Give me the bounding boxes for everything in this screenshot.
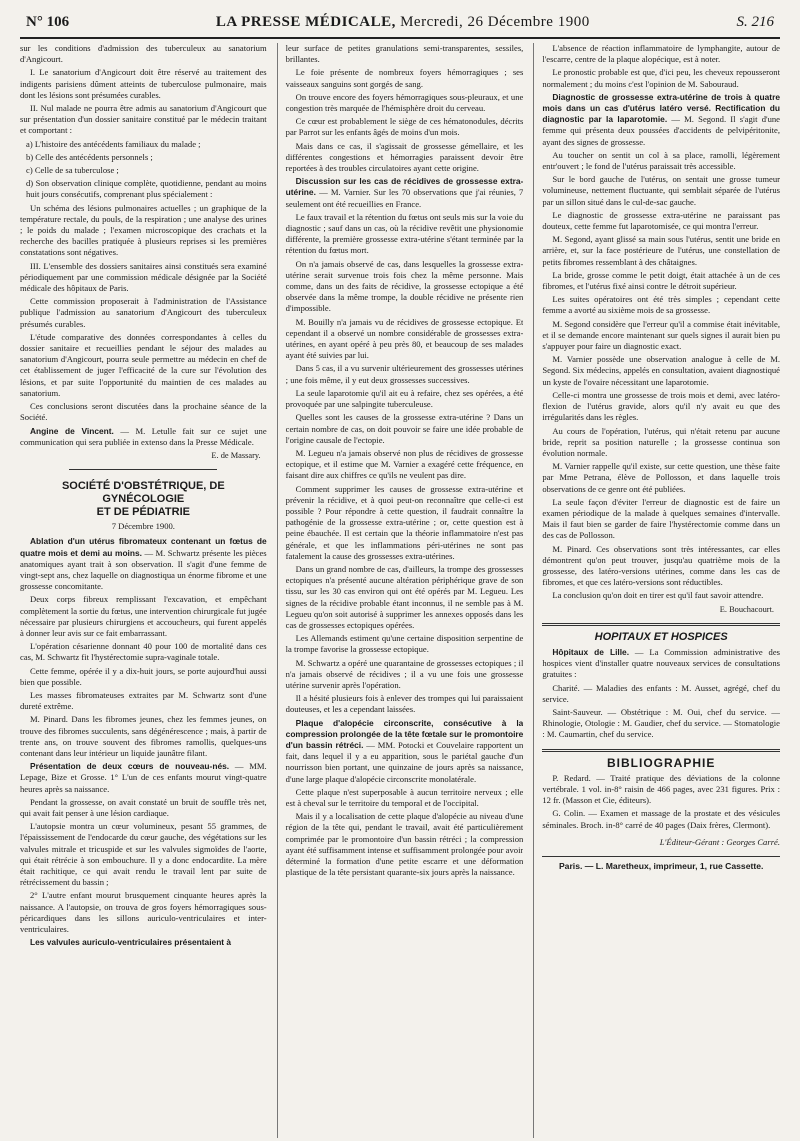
paragraph: G. Colin. — Examen et massage de la prostate et des vésicules séminales. Broch. in-8° carré de 40 pages (Daix frères, Clermont).	[542, 808, 780, 830]
paragraph: Dans 5 cas, il a vu survenir ultérieurement des grossesses utérines ; une fois même, il y eut deux grossesses successives.	[285, 363, 524, 385]
paragraph: I. Le sanatorium d'Angicourt doit être réservé au traitement des indigents parisiens dûment atteints de tuberculose pulmonaire, mais dont les lésions sont présumées curables.	[20, 67, 267, 100]
paragraph: Les valvules auriculo-ventriculaires présentaient à	[30, 937, 232, 948]
article-text: — M. Segond. Il s'agit d'une femme qui présenta deux poussées d'accidents de pelvipéritonite, ayant des signes de grossesse.	[542, 114, 780, 147]
paragraph: Il a hésité plusieurs fois à enlever des trompes qui lui paraissaient douteuses, et les a cependant laissées.	[285, 693, 524, 715]
journal-title	[216, 14, 590, 31]
paragraph: Celle-ci montra une grossesse de trois mois et demi, avec latéro-flexion de l'utérus gravide, alors qu'il n'y avait eu que des irrégularités dans les règles.	[542, 389, 780, 423]
paragraph: Ce cœur est probablement le siège de ces hématonodules, décrits par Parrot sur les enfants âgés de moins d'un mois.	[285, 116, 524, 138]
paragraph: P. Redard. — Traité pratique des déviations de la colonne vertébrale. 1 vol. in-8° raisin de 466 pages, avec 231 figures. Prix : 12 fr. (Masson et Cie, éditeurs).	[542, 772, 780, 806]
paragraph: Sur le bord gauche de l'utérus, on sentait une grosse tumeur volumineuse, nettement fluctuante, qui semblait séparée de l'utérus par un sillon situé dans le cul-de-sac gauche.	[542, 174, 780, 207]
paragraph: Les Allemands estiment qu'une certaine disposition serpentine de la trompe favorise la grossesse ectopique.	[285, 633, 524, 655]
paragraph: L'étude comparative des données correspondantes à celles du dossier sanitaire et recueillies pendant le séjour des malades au sanatorium d'Angicourt, pourra seule permettre au médecin en chef de cet établissement de juger l'efficacité de la cure sur l'évolution des lésions, et par suite l'opportunité du maintien de ces malades au sanatorium.	[20, 331, 267, 398]
paragraph: Un schéma des lésions pulmonaires actuelles ; un graphique de la température rectale, du pouls, de la respiration ; une analyse des urines ; le poids du malade ; l'examen microscopique des crachats et la recherche des bacilles pratiquée à plusieurs reprises si les premières constatations sont négatives.	[20, 202, 267, 258]
column-2	[277, 43, 524, 1138]
article-lead: Diagnostic de grossesse extra-utérine de trois à quatre mois dans un cas d'utérus latéro versé. Rectification du diagnostic par la laparotomie.	[542, 91, 780, 125]
paragraph: Deux corps fibreux remplissant l'excavation, et empêchant complètement la sortie du fœtus, une intervention chirurgicale fut jugée nécessaire par plusieurs chirurgiens et accoucheurs, qui furent appelés à donner leur avis sur ce fait embarrassant.	[20, 594, 267, 638]
paragraph: Au toucher on sentit un col à sa place, ramolli, légèrement entr'ouvert ; le fond de l'utérus paraissait très accessible.	[542, 149, 780, 172]
article-lead: Hôpitaux de Lille.	[552, 646, 630, 657]
paragraph: Le foie présente de nombreux foyers hémorragiques ; ses vaisseaux sanguins sont gorgés de sang.	[285, 67, 524, 89]
article-text: — M. Varnier. Sur les 70 observations que j'ai réunies, 7 seulement ont été recueillies en France.	[285, 187, 524, 209]
paragraph: On trouve encore des foyers hémorragiques sous-pleuraux, et une congestion très marquée de l'hémisphère droit du cerveau.	[285, 91, 524, 114]
section-separator	[69, 469, 217, 470]
paragraph: M. Segond considère que l'erreur qu'il a commise était inévitable, et il se demande encore maintenant sur quels signes il aurait bien pu s'appuyer pour faire un diagnostic exact.	[542, 318, 780, 352]
list-item: a) L'histoire des antécédents familiaux du malade ;	[26, 138, 201, 149]
paragraph	[20, 536, 267, 592]
paragraph: M. Schwartz a opéré une quarantaine de grossesses ectopiques ; il n'a jamais observé de récidives ; il a vu une fois une grossesse utérine survenir après l'opération.	[285, 657, 524, 690]
paragraph: M. Segond, ayant glissé sa main sous l'utérus, sentit une bride en arrière, et, sur la face postérieure de l'utérus, une constellation de petits fibromes ressemblant à des châtaignes.	[542, 234, 780, 267]
article-lead: Plaque d'alopécie circonscrite, consécutive à la compression prolongée de la tête fœtale sur le promontoire d'un bassin rétréci.	[285, 717, 524, 750]
paragraph: Pendant la grossesse, on avait constaté un bruit de souffle très net, qui avait fait penser à une lésion cardiaque.	[20, 796, 267, 818]
header-rule	[20, 37, 780, 39]
paragraph: M. Legueu n'a jamais observé non plus de récidives de grossesse ectopique, et il estime que M. Varnier a exagéré cette fréquence, en faisant dire aux chiffres ce qu'ils ne veulent pas dire.	[285, 447, 524, 481]
paragraph	[286, 176, 524, 210]
paragraph: M. Pinard. Dans les fibromes jeunes, chez les femmes jeunes, on trouve des fibromes succulents, sans dégénérescence ; mais, à partir de trente ans, on trouve souvent des fibromes ramollis, quelques-uns contenant dans leur intérieur un liquide jaunâtre filant.	[20, 714, 267, 758]
journal-name: LA PRESSE MÉDICALE,	[215, 14, 396, 30]
section-title	[20, 480, 267, 519]
paragraph	[542, 647, 780, 681]
section-date: 7 Décembre 1900.	[111, 521, 175, 532]
paragraph: Cette commission proposerait à l'administration de l'Assistance publique l'admission au sanatorium d'Angicourt des tuberculeux présumés curables.	[20, 296, 267, 329]
paragraph: Comment supprimer les causes de grossesse extra-utérine et prévenir la récidive, et à quoi peut-on reconnaître que celle-ci est possible ? Pour répondre à cette question, il faudrait connaître la pathogénie de la grossesse extra-utérine ; or, cette question est à peine ébauchée. Il est certain que la théorie inflammatoire n'est pas générale, et que les inflammations péri-utérines ne sont pas fatalement la cause des grossesses extra-utérines.	[285, 483, 524, 561]
paragraph: Charité. — Maladies des enfants : M. Ausset, agrégé, chef du service.	[542, 682, 780, 704]
paragraph: Les masses fibromateuses extraites par M. Schwartz sont d'une dureté extrême.	[20, 689, 267, 712]
section-title: HOPITAUX ET HOSPICES	[594, 630, 728, 643]
issue-date: Mercredi, 26 Décembre 1900	[400, 14, 590, 30]
paragraph: Les suites opératoires ont été très simples ; cependant cette femme a avorté au sixième mois de sa grossesse.	[542, 294, 780, 316]
paragraph: M. Varnier possède une observation analogue à celle de M. Segond. Six médecins, appelés en consultation, avaient diagnostiqué un kyste de l'ovaire nécessitant une laparotomie.	[542, 354, 780, 387]
article-lead: Ablation d'un utérus fibromateux contenant un fœtus de quatre mois et demi au moins.	[20, 536, 267, 558]
page-number: S. 216	[736, 14, 774, 30]
paragraph: L'autopsie montra un cœur volumineux, pesant 55 grammes, de l'épaississement de l'endocarde du cœur gauche, des végétations sur les valvules mitrale et tricuspide et sur les valvules sigmoïdes de l'aorte, qui était rétrécie à son embouchure. Il y a donc endocardite. La mère était rachitique, ce qui avait rendu le travail lent par suite de rétrécissement du bassin ;	[20, 821, 267, 888]
signature: E. Bouchacourt.	[719, 604, 774, 614]
paragraph: Cette femme, opérée il y a dix-huit jours, se porte aujourd'hui aussi bien que possible.	[20, 665, 267, 687]
paragraph: Quelles sont les causes de la grossesse extra-utérine ? Dans un certain nombre de cas, on doit pouvoir se faire une idée probable de l'origine causale de l'ectopie.	[285, 412, 524, 445]
paragraph: L'opération césarienne donnant 40 pour 100 de mortalité dans ces cas, M. Schwartz fit l'hystérectomie supra-vaginale totale.	[20, 641, 267, 663]
list-item: c) Celle de sa tuberculose ;	[26, 165, 119, 176]
paragraph: leur surface de petites granulations semi-transparentes, sessiles, brillantes.	[285, 43, 524, 65]
section-title-line: SOCIÉTÉ D'OBSTÉTRIQUE, DE GYNÉCOLOGIE	[61, 480, 225, 506]
article-text: — M. Letulle fait sur ce sujet une communication qui sera publiée in extenso dans la Presse Médicale.	[20, 425, 267, 447]
article-text: — MM. Potocki et Couvelaire rapportent un fait, dans lequel il y a eu apparition, sous le pariétal gauche d'un nourrisson bien portant, une quinzaine de jours après sa naissance, d'une large plaque d'alopécie circonscrite monolatérale.	[285, 739, 524, 784]
article-text: — La Commission administrative des hospices vient d'installer quatre nouveaux services de consultations gratuites :	[542, 646, 780, 680]
paragraph: La bride, grosse comme le petit doigt, était attachée à un de ces fibromes, et l'utérus fixé ainsi contre le détroit supérieur.	[542, 269, 780, 292]
text-columns	[20, 43, 780, 1138]
paragraph	[20, 426, 267, 448]
article-lead: Discussion sur les cas de récidives de grossesse extra-utérine.	[285, 176, 524, 198]
paragraph: Le pronostic probable est que, d'ici peu, les cheveux repousseront normalement ; du moins c'est l'opinion de M. Sabouraud.	[542, 67, 780, 89]
list-item: b) Celle des antécédents personnels ;	[26, 151, 153, 162]
paragraph: Mais il y a localisation de cette plaque d'alopécie au niveau d'une région de la tête qui, pendant le travail, avait été particulièrement comprimée par le promontoire d'un bassin rétréci ; la compression ayant été suffisamment intense et suffisamment prolongée pour avoir déterminé la formation d'une petite escarre et une déformation plastique de la tête persistant quarante-six jours après la naissance.	[285, 811, 524, 878]
paragraph: Mais dans ce cas, il s'agissait de grossesse gémellaire, et les différentes congestions et hémorragies paraissent devoir être reportées à des troubles circulatoires ayant cette origine.	[285, 140, 524, 174]
paragraph: M. Bouilly n'a jamais vu de récidives de grossesse ectopique. Et cependant il a observé un nombre considérable de grossesses extra-utérines, en ayant opéré à peu près 80, et beaucoup de ses malades ayant été suivies par lui.	[285, 316, 524, 361]
section-separator	[542, 749, 780, 752]
paragraph: L'absence de réaction inflammatoire de lymphangite, autour de l'escarre, centre de la plaque alopécique, est à noter.	[542, 43, 780, 65]
paragraph: Saint-Sauveur. — Obstétrique : M. Oui, chef du service. — Rhinologie, Otologie : M. Gaudier, chef du service. — Stomatologie : M. Caumartin, chef du service.	[542, 706, 780, 740]
paragraph	[20, 761, 267, 795]
paragraph: La conclusion qu'on doit en tirer est qu'il faut savoir attendre.	[552, 590, 764, 601]
list-item: d) Son observation clinique complète, quotidienne, pendant au moins huit jours consécutifs, comprenant plus spécialement :	[26, 178, 267, 200]
section-title-line: ET DE PÉDIATRIE	[96, 506, 190, 519]
paragraph: La seule façon d'éviter l'erreur de diagnostic est de faire un examen périodique de la malade à quelques semaines d'intervalle. Mais il faut bien se garder de faire l'hystérectomie comme dans un des cas de Pollosson.	[542, 496, 780, 541]
paragraph: M. Pinard. Ces observations sont très intéressantes, car elles démontrent qu'on peut trouver, jusqu'au quatrième mois de la grossesse, des latéro-versions utérines, comme dans les cas de fibromes, et que ces latéro-versions sont réductibles.	[542, 543, 780, 588]
paragraph: La seule laparotomie qu'il ait eu à refaire, chez ses opérées, a été provoquée par une salpingite tuberculeuse.	[285, 387, 524, 410]
section-separator	[542, 623, 780, 626]
issue-number: N° 106	[26, 14, 70, 30]
printer-line: Paris. — L. Maretheux, imprimeur, 1, rue Cassette.	[542, 856, 780, 872]
paragraph: III. L'ensemble des dossiers sanitaires ainsi constitués sera examiné périodiquement par une commission médicale désignée par la Société médicale des hôpitaux de Paris.	[20, 260, 267, 294]
paragraph: Au cours de l'opération, l'utérus, qui n'était retenu par aucune bride, reprit sa position naturelle ; la grossesse continua son évolution normale.	[542, 425, 780, 458]
paragraph: Ces conclusions seront discutées dans la prochaine séance de la Société.	[20, 401, 267, 423]
paragraph	[542, 92, 780, 148]
article-text: — MM. Lepage, Bize et Grosse. 1° L'un de ces enfants mourut vingt-quatre heures après sa naissance.	[20, 761, 267, 794]
paragraph: Le faux travail et la rétention du fœtus ont seuls mis sur la voie du diagnostic ; sauf dans un cas, où la récidive revêtit une physionomie différente, la première grossesse extra-utérine s'étant terminée par la rétention du fœtus mort.	[285, 211, 524, 256]
column-1	[20, 43, 267, 1138]
paragraph: Dans un grand nombre de cas, d'ailleurs, la trompe des grossesses ectopiques n'a présenté aucune altération périphérique grave de son tissu, sur les 30 cas environ qui ont été opérés par M. Legueu. Les signes de la récidive probable étant inconnus, il ne semble pas à M. Legueu qu'on soit autorisé à supprimer les annexes opposés dans les cas de grossesses ectopiques opérées.	[285, 563, 524, 630]
column-3	[533, 43, 780, 1138]
page-header	[20, 14, 780, 31]
paragraph: II. Nul malade ne pourra être admis au sanatorium d'Angicourt que sur présentation d'un dossier sanitaire constitué par le médecin traitant et comportant :	[20, 103, 267, 136]
section-title: BIBLIOGRAPHIE	[606, 755, 716, 770]
paragraph: Cette plaque n'est superposable à aucun territoire nerveux ; elle est à cheval sur le territoire du temporal et de l'occipital.	[285, 786, 524, 808]
paragraph: 2° L'autre enfant mourut brusquement cinquante heures après la naissance. A l'autopsie, on trouva de gros foyers hémorragiques sous-péricardiques dans les sillons auriculo-ventriculaires et inter-ventriculaires.	[20, 890, 267, 935]
paragraph	[286, 718, 524, 785]
editor-line: L'Éditeur-Gérant : Georges Carré.	[659, 836, 780, 847]
paragraph: sur les conditions d'admission des tuberculeux au sanatorium d'Angicourt.	[20, 43, 267, 65]
paragraph: On n'a jamais observé de cas, dans lesquelles la grossesse extra-utérine serait survenue trois fois chez la même personne. Mais comme, dans un des faits de récidive, la grossesse ectopique a été observée dans la même trompe, la double récidive ne présente rien d'impossible.	[285, 258, 524, 314]
article-text: — M. Schwartz présente les pièces anatomiques ayant trait à son observation. Il s'agit d'une femme de vingt-sept ans, chez laquelle on diagnostiqua un énorme fibrome et une grossesse concomitante.	[20, 547, 267, 592]
signature: E. de Massary.	[211, 450, 261, 460]
paragraph: Le diagnostic de grossesse extra-utérine ne paraissant pas douteux, cette femme fut laparotomisée, ce qui montra l'erreur.	[542, 209, 780, 232]
article-lead: Angine de Vincent.	[30, 425, 114, 436]
article-lead: Présentation de deux cœurs de nouveau-nés.	[30, 761, 230, 772]
paragraph: M. Varnier rappelle qu'il existe, sur cette question, une thèse faite par Mme Petrana, élève de Pollosson, et dans laquelle trois observations de ce genre ont été publiées.	[542, 461, 780, 494]
